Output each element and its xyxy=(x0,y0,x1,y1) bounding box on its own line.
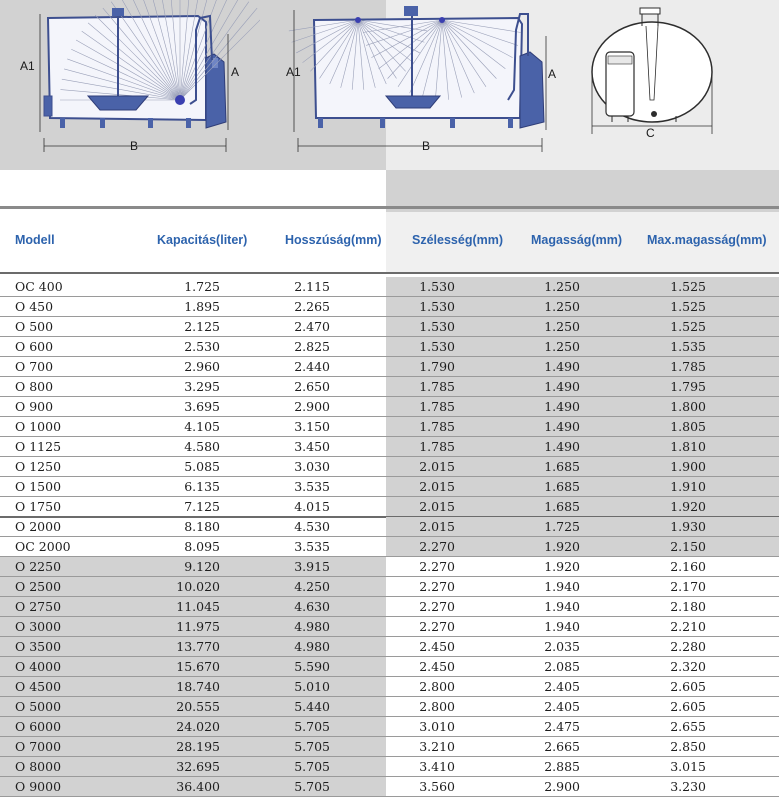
cell-max-height: 2.655 xyxy=(670,719,706,734)
cell-max-height: 1.525 xyxy=(670,279,706,294)
tank-side-view-double-spray-diagram xyxy=(280,0,570,170)
cell-length: 5.590 xyxy=(294,659,330,674)
cell-length: 4.530 xyxy=(294,519,330,534)
table-row xyxy=(0,397,779,417)
table-row xyxy=(0,597,779,617)
cell-height: 1.940 xyxy=(544,599,580,614)
cell-model: OC 2000 xyxy=(15,539,71,554)
cell-height: 1.250 xyxy=(544,339,580,354)
cell-max-height: 3.230 xyxy=(670,779,706,794)
cell-model: O 4000 xyxy=(15,659,62,674)
cell-height: 2.665 xyxy=(544,739,580,754)
cell-length: 5.440 xyxy=(294,699,330,714)
cell-width: 2.270 xyxy=(419,599,455,614)
cell-capacity: 28.195 xyxy=(176,739,220,754)
cell-model: O 1250 xyxy=(15,459,62,474)
table-row xyxy=(0,757,779,777)
cell-capacity: 13.770 xyxy=(176,639,220,654)
cell-length: 2.115 xyxy=(294,279,330,294)
cell-height: 1.725 xyxy=(544,519,580,534)
cell-height: 1.490 xyxy=(544,439,580,454)
table-body xyxy=(0,277,779,797)
cell-model: O 2750 xyxy=(15,599,62,614)
cell-length: 2.470 xyxy=(294,319,330,334)
cell-model: O 3500 xyxy=(15,639,62,654)
cell-max-height: 1.535 xyxy=(670,339,706,354)
cell-max-height: 2.320 xyxy=(670,659,706,674)
cell-model: O 2000 xyxy=(15,519,62,534)
table-row xyxy=(0,297,779,317)
cell-model: O 2250 xyxy=(15,559,62,574)
cell-height: 1.685 xyxy=(544,459,580,474)
cell-height: 1.920 xyxy=(544,539,580,554)
cell-length: 5.010 xyxy=(294,679,330,694)
table-row xyxy=(0,777,779,797)
cell-capacity: 36.400 xyxy=(176,779,220,794)
cell-model: OC 400 xyxy=(15,279,63,294)
cell-height: 2.405 xyxy=(544,679,580,694)
cell-width: 1.530 xyxy=(419,299,455,314)
cell-model: O 600 xyxy=(15,339,54,354)
table-row xyxy=(0,317,779,337)
cell-model: O 7000 xyxy=(15,739,62,754)
cell-height: 1.940 xyxy=(544,579,580,594)
cell-capacity: 2.530 xyxy=(184,339,220,354)
table-row xyxy=(0,477,779,497)
cell-length: 4.980 xyxy=(294,639,330,654)
cell-height: 2.885 xyxy=(544,759,580,774)
cell-model: O 450 xyxy=(15,299,54,314)
dim-label-a: A xyxy=(548,67,557,81)
cell-max-height: 1.525 xyxy=(670,299,706,314)
cell-model: O 5000 xyxy=(15,699,62,714)
cell-width: 1.785 xyxy=(419,419,455,434)
cell-length: 3.535 xyxy=(294,479,330,494)
cell-width: 2.450 xyxy=(419,659,455,674)
cell-capacity: 9.120 xyxy=(184,559,220,574)
cell-height: 2.475 xyxy=(544,719,580,734)
table-row xyxy=(0,637,779,657)
cell-height: 1.250 xyxy=(544,299,580,314)
cell-capacity: 10.020 xyxy=(176,579,220,594)
cell-width: 2.270 xyxy=(419,559,455,574)
dim-label-a: A xyxy=(231,65,240,79)
cell-capacity: 3.695 xyxy=(184,399,220,414)
table-row xyxy=(0,557,779,577)
cell-width: 2.270 xyxy=(419,619,455,634)
cell-height: 1.490 xyxy=(544,419,580,434)
column-header-length: Hosszúság(mm) xyxy=(285,233,382,247)
cell-height: 1.920 xyxy=(544,559,580,574)
cell-max-height: 2.605 xyxy=(670,679,706,694)
cell-height: 1.940 xyxy=(544,619,580,634)
cell-model: O 6000 xyxy=(15,719,62,734)
column-header-max-height: Max.magasság(mm) xyxy=(647,233,767,247)
cell-model: O 1500 xyxy=(15,479,62,494)
dim-label-c: C xyxy=(646,126,655,140)
cell-length: 3.150 xyxy=(294,419,330,434)
cell-max-height: 1.930 xyxy=(670,519,706,534)
table-row xyxy=(0,577,779,597)
table-row xyxy=(0,497,779,517)
cell-height: 1.685 xyxy=(544,499,580,514)
table-row xyxy=(0,457,779,477)
cell-width: 1.790 xyxy=(419,359,455,374)
cell-length: 2.265 xyxy=(294,299,330,314)
cell-width: 1.530 xyxy=(419,279,455,294)
cell-length: 4.250 xyxy=(294,579,330,594)
cell-width: 2.800 xyxy=(419,679,455,694)
cell-max-height: 1.785 xyxy=(670,359,706,374)
cell-capacity: 7.125 xyxy=(184,499,220,514)
cell-max-height: 1.920 xyxy=(670,499,706,514)
table-row xyxy=(0,517,779,537)
cell-capacity: 1.725 xyxy=(184,279,220,294)
cell-model: O 9000 xyxy=(15,779,62,794)
cell-width: 2.015 xyxy=(419,499,455,514)
table-row xyxy=(0,697,779,717)
band-divider xyxy=(0,206,779,209)
cell-max-height: 2.170 xyxy=(670,579,706,594)
cell-max-height: 2.850 xyxy=(670,739,706,754)
cell-max-height: 1.810 xyxy=(670,439,706,454)
table-row xyxy=(0,717,779,737)
table-row xyxy=(0,337,779,357)
cell-model: O 1000 xyxy=(15,419,62,434)
cell-max-height: 1.805 xyxy=(670,419,706,434)
cell-width: 1.785 xyxy=(419,379,455,394)
cell-max-height: 2.280 xyxy=(670,639,706,654)
tank-body xyxy=(44,16,226,128)
cell-capacity: 2.960 xyxy=(184,359,220,374)
cell-length: 3.030 xyxy=(294,459,330,474)
column-header-height: Magasság(mm) xyxy=(531,233,622,247)
table-row xyxy=(0,277,779,297)
table-row xyxy=(0,437,779,457)
tank-legs xyxy=(318,118,513,128)
tank-end-body xyxy=(592,8,712,122)
cell-length: 4.015 xyxy=(294,499,330,514)
cell-length: 2.440 xyxy=(294,359,330,374)
cell-model: O 900 xyxy=(15,399,54,414)
cell-capacity: 11.045 xyxy=(176,599,220,614)
cell-width: 3.560 xyxy=(419,779,455,794)
cell-max-height: 1.525 xyxy=(670,319,706,334)
dim-label-b: B xyxy=(130,139,139,153)
cell-capacity: 4.580 xyxy=(184,439,220,454)
table-row xyxy=(0,617,779,637)
cell-width: 3.010 xyxy=(419,719,455,734)
cell-length: 2.825 xyxy=(294,339,330,354)
table-row xyxy=(0,657,779,677)
cell-model: O 500 xyxy=(15,319,54,334)
cell-length: 5.705 xyxy=(294,719,330,734)
tank-end-view-diagram xyxy=(580,0,730,150)
cell-capacity: 3.295 xyxy=(184,379,220,394)
cell-model: O 8000 xyxy=(15,759,62,774)
cell-width: 2.800 xyxy=(419,699,455,714)
cell-model: O 4500 xyxy=(15,679,62,694)
cell-model: O 1750 xyxy=(15,499,62,514)
table-row xyxy=(0,357,779,377)
cell-model: O 800 xyxy=(15,379,54,394)
cell-capacity: 18.740 xyxy=(176,679,220,694)
cell-capacity: 11.975 xyxy=(176,619,220,634)
cell-width: 2.015 xyxy=(419,519,455,534)
cell-height: 1.250 xyxy=(544,319,580,334)
tank-side-view-diagram xyxy=(0,0,260,170)
cell-max-height: 2.180 xyxy=(670,599,706,614)
cell-max-height: 2.160 xyxy=(670,559,706,574)
cell-length: 5.705 xyxy=(294,759,330,774)
cell-capacity: 1.895 xyxy=(184,299,220,314)
cell-height: 1.490 xyxy=(544,379,580,394)
table-row xyxy=(0,677,779,697)
cell-width: 1.530 xyxy=(419,339,455,354)
cell-length: 4.980 xyxy=(294,619,330,634)
cell-model: O 2500 xyxy=(15,579,62,594)
cell-height: 2.035 xyxy=(544,639,580,654)
table-row xyxy=(0,417,779,437)
table-row xyxy=(0,377,779,397)
cell-length: 3.535 xyxy=(294,539,330,554)
cell-width: 3.210 xyxy=(419,739,455,754)
cell-width: 1.785 xyxy=(419,399,455,414)
column-header-width: Szélesség(mm) xyxy=(412,233,504,247)
cell-capacity: 24.020 xyxy=(176,719,220,734)
table-row xyxy=(0,537,779,557)
header-divider xyxy=(0,272,779,274)
cell-max-height: 1.800 xyxy=(670,399,706,414)
cell-length: 5.705 xyxy=(294,779,330,794)
cell-length: 2.650 xyxy=(294,379,330,394)
dim-label-a1: A1 xyxy=(286,65,301,79)
cell-length: 3.450 xyxy=(294,439,330,454)
cell-capacity: 20.555 xyxy=(176,699,220,714)
column-header-model: Modell xyxy=(15,233,55,247)
cell-width: 2.450 xyxy=(419,639,455,654)
dim-label-a1: A1 xyxy=(20,59,35,73)
cell-model: O 1125 xyxy=(15,439,62,454)
cell-max-height: 2.210 xyxy=(670,619,706,634)
cell-length: 5.705 xyxy=(294,739,330,754)
cell-width: 2.015 xyxy=(419,459,455,474)
cell-max-height: 1.900 xyxy=(670,459,706,474)
cell-max-height: 1.795 xyxy=(670,379,706,394)
cell-width: 2.015 xyxy=(419,479,455,494)
cell-height: 1.490 xyxy=(544,399,580,414)
table-row xyxy=(0,737,779,757)
cell-max-height: 2.605 xyxy=(670,699,706,714)
table-header-row xyxy=(0,212,779,274)
cell-capacity: 4.105 xyxy=(184,419,220,434)
cell-model: O 700 xyxy=(15,359,54,374)
cell-model: O 3000 xyxy=(15,619,62,634)
cell-width: 1.530 xyxy=(419,319,455,334)
cell-max-height: 1.910 xyxy=(670,479,706,494)
cell-height: 2.085 xyxy=(544,659,580,674)
cell-width: 2.270 xyxy=(419,539,455,554)
cell-height: 2.405 xyxy=(544,699,580,714)
cell-max-height: 2.150 xyxy=(670,539,706,554)
cell-width: 3.410 xyxy=(419,759,455,774)
cell-width: 1.785 xyxy=(419,439,455,454)
cell-capacity: 8.180 xyxy=(184,519,220,534)
cell-length: 3.915 xyxy=(294,559,330,574)
cell-height: 1.490 xyxy=(544,359,580,374)
cell-capacity: 6.135 xyxy=(184,479,220,494)
cell-capacity: 5.085 xyxy=(184,459,220,474)
cell-max-height: 3.015 xyxy=(670,759,706,774)
cell-capacity: 15.670 xyxy=(176,659,220,674)
cell-height: 1.685 xyxy=(544,479,580,494)
cell-width: 2.270 xyxy=(419,579,455,594)
cell-length: 2.900 xyxy=(294,399,330,414)
cell-height: 2.900 xyxy=(544,779,580,794)
dim-label-b: B xyxy=(422,139,431,153)
cell-capacity: 2.125 xyxy=(184,319,220,334)
cell-length: 4.630 xyxy=(294,599,330,614)
cell-capacity: 32.695 xyxy=(176,759,220,774)
cell-height: 1.250 xyxy=(544,279,580,294)
cell-capacity: 8.095 xyxy=(184,539,220,554)
column-header-capacity: Kapacitás(liter) xyxy=(157,233,248,247)
